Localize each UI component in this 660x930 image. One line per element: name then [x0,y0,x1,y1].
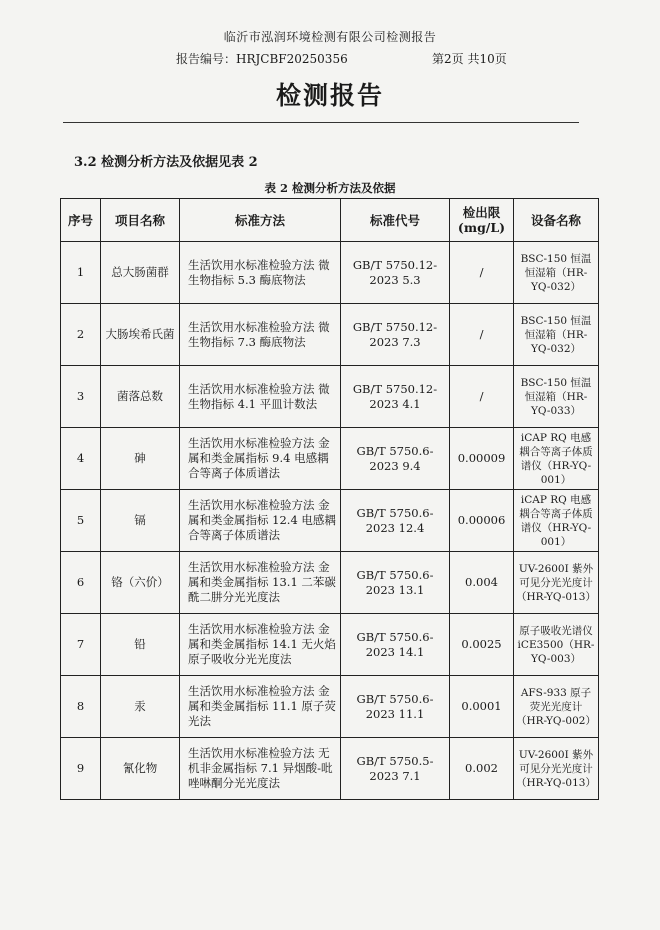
table-row [61,614,599,676]
header-cell-equipment: 设备名称 [514,199,599,242]
cell-method: 生活饮用水标准检验方法 金属和类金属指标 13.1 二苯碳酰二肼分光光度法 [180,552,341,614]
cell-item: 砷 [101,428,180,490]
cell-method: 生活饮用水标准检验方法 微生物指标 7.3 酶底物法 [180,304,341,366]
cell-equipment: BSC-150 恒温恒湿箱（HR-YQ-033） [514,366,599,428]
section-heading: 3.2 检测分析方法及依据见表 2 [74,155,258,170]
header-divider [63,122,579,123]
cell-limit: 0.0025 [450,614,514,676]
table-row [61,304,599,366]
cell-no: 6 [61,552,101,614]
table-row [61,552,599,614]
cell-limit: 0.00009 [450,428,514,490]
cell-no: 7 [61,614,101,676]
header-cell-code: 标准代号 [341,199,450,242]
cell-equipment: AFS-933 原子荧光光度计（HR-YQ-002） [514,676,599,738]
table-caption: 表 2 检测分析方法及依据 [264,181,396,195]
cell-no: 5 [61,490,101,552]
cell-code: GB/T 5750.5-2023 7.1 [341,738,450,800]
cell-method: 生活饮用水标准检验方法 无机非金属指标 7.1 异烟酸-吡唑啉酮分光光度法 [180,738,341,800]
cell-item: 总大肠菌群 [101,242,180,304]
cell-method: 生活饮用水标准检验方法 金属和类金属指标 11.1 原子荧光法 [180,676,341,738]
cell-limit: 0.004 [450,552,514,614]
cell-equipment: BSC-150 恒温恒湿箱（HR-YQ-032） [514,304,599,366]
cell-item: 汞 [101,676,180,738]
cell-code: GB/T 5750.6-2023 9.4 [341,428,450,490]
header-cell-limit: 检出限 (mg/L) [450,199,514,242]
header-cell-item: 项目名称 [101,199,180,242]
table-row [61,366,599,428]
cell-no: 2 [61,304,101,366]
table-row [61,242,599,304]
cell-equipment: BSC-150 恒温恒湿箱（HR-YQ-032） [514,242,599,304]
cell-no: 4 [61,428,101,490]
cell-code: GB/T 5750.6-2023 12.4 [341,490,450,552]
report-number: 报告编号：HRJCBF20250356 [176,52,348,66]
cell-code: GB/T 5750.6-2023 13.1 [341,552,450,614]
cell-code: GB/T 5750.6-2023 14.1 [341,614,450,676]
cell-item: 镉 [101,490,180,552]
cell-item: 大肠埃希氏菌 [101,304,180,366]
cell-code: GB/T 5750.12-2023 5.3 [341,242,450,304]
cell-equipment: iCAP RQ 电感耦合等离子体质谱仪（HR-YQ-001） [514,428,599,490]
cell-code: GB/T 5750.12-2023 4.1 [341,366,450,428]
header-cell-no: 序号 [61,199,101,242]
company-report-header: 临沂市泓润环境检测有限公司检测报告 [223,30,437,44]
table-header-row [61,199,599,242]
cell-limit: / [450,242,514,304]
cell-no: 3 [61,366,101,428]
methods-table [60,198,599,800]
cell-no: 9 [61,738,101,800]
cell-method: 生活饮用水标准检验方法 微生物指标 5.3 酶底物法 [180,242,341,304]
table-row [61,428,599,490]
cell-equipment: UV-2600I 紫外可见分光光度计（HR-YQ-013） [514,738,599,800]
cell-limit: / [450,366,514,428]
cell-limit: / [450,304,514,366]
cell-equipment: UV-2600I 紫外可见分光光度计（HR-YQ-013） [514,552,599,614]
cell-code: GB/T 5750.6-2023 11.1 [341,676,450,738]
page-title: 检测报告 [275,81,384,110]
cell-limit: 0.002 [450,738,514,800]
header-cell-method: 标准方法 [180,199,341,242]
cell-method: 生活饮用水标准检验方法 金属和类金属指标 14.1 无火焰原子吸收分光光度法 [180,614,341,676]
cell-equipment: 原子吸收光谱仪 iCE3500（HR-YQ-003） [514,614,599,676]
cell-no: 8 [61,676,101,738]
cell-no: 1 [61,242,101,304]
cell-item: 铅 [101,614,180,676]
cell-method: 生活饮用水标准检验方法 金属和类金属指标 12.4 电感耦合等离子体质谱法 [180,490,341,552]
cell-limit: 0.00006 [450,490,514,552]
page-indicator: 第2页 共10页 [432,52,507,66]
table-row [61,490,599,552]
cell-code: GB/T 5750.12-2023 7.3 [341,304,450,366]
cell-method: 生活饮用水标准检验方法 金属和类金属指标 9.4 电感耦合等离子体质谱法 [180,428,341,490]
cell-limit: 0.0001 [450,676,514,738]
cell-item: 氰化物 [101,738,180,800]
cell-equipment: iCAP RQ 电感耦合等离子体质谱仪（HR-YQ-001） [514,490,599,552]
cell-method: 生活饮用水标准检验方法 微生物指标 4.1 平皿计数法 [180,366,341,428]
table-row [61,676,599,738]
table-row [61,738,599,800]
cell-item: 菌落总数 [101,366,180,428]
cell-item: 铬（六价） [101,552,180,614]
